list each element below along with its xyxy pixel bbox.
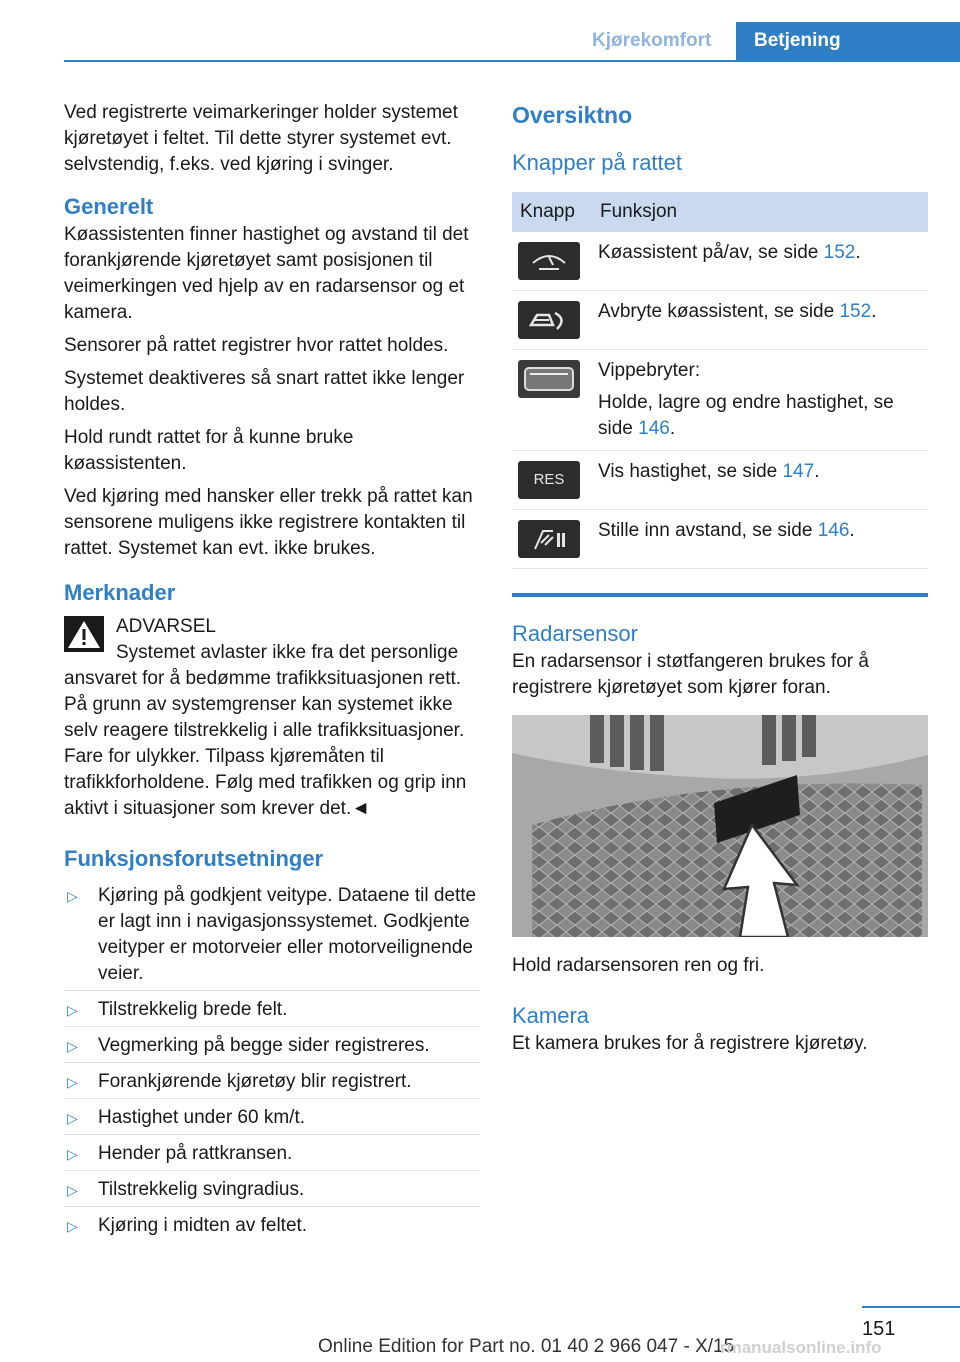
triangle-bullet-icon: ▷ (67, 1182, 78, 1198)
triangle-bullet-icon: ▷ (67, 1074, 78, 1090)
table-header-knapp: Knapp (512, 192, 592, 232)
table-bottom-rule (512, 593, 928, 597)
page-link[interactable]: 152 (839, 301, 872, 322)
header-rule (64, 60, 960, 62)
radar-paragraph: En radarsensor i støtfangeren brukes for å registrere kjøretøyet som kjører foran. (512, 651, 869, 698)
triangle-bullet-icon: ▷ (67, 1038, 78, 1054)
heading-funksjonsforutsetninger: Funksjonsforutsetninger (64, 846, 324, 871)
warning-label: ADVARSEL (116, 616, 216, 637)
heading-radarsensor: Radarsensor (512, 621, 638, 646)
generelt-paragraph-3: Systemet deaktiveres så snart rattet ikke lenger holdes. (64, 368, 465, 415)
queue-assistant-cancel-icon (518, 301, 580, 339)
edition-footer: Online Edition for Part no. 01 40 2 966 047 - X/15 (318, 1336, 735, 1357)
page-header (0, 0, 960, 62)
page-link[interactable]: 146 (638, 418, 670, 439)
list-item: ▷ Kjøring i midten av feltet. (64, 1210, 480, 1242)
table-row: Stille inn avstand, se side 146. (512, 510, 928, 569)
list-item: ▷ Hender på rattkransen. (64, 1138, 480, 1171)
page-link[interactable]: 146 (817, 520, 850, 541)
table-row: Vippebryter: Holde, lagre og endre hastighet, se side 146. (512, 350, 928, 451)
queue-assistant-toggle-icon (518, 242, 580, 280)
list-item: ▷ Forankjørende kjøretøy blir registrert. (64, 1066, 480, 1099)
page-link[interactable]: 147 (782, 461, 815, 482)
generelt-paragraph-2: Sensorer på rattet registrer hvor rattet holdes. (64, 335, 449, 356)
warning-icon (64, 616, 104, 652)
res-button-icon: RES (518, 461, 580, 499)
heading-generelt: Generelt (64, 194, 154, 219)
section-tab-active[interactable]: Betjening (736, 22, 960, 60)
warning-block (64, 614, 480, 822)
heading-knapper: Knapper på rattet (512, 150, 683, 175)
rocker-switch-icon (518, 360, 580, 398)
heading-oversikt: Oversiktno (512, 102, 633, 128)
triangle-bullet-icon: ▷ (67, 1110, 78, 1126)
generelt-paragraph-5: Ved kjøring med hansker eller trekk på rattet kan sensorene muligens ikke registrere kontakten til rattet. Systemet kan evt. ikke brukes. (64, 486, 473, 559)
generelt-paragraph-1: Køassistenten finner hastighet og avstand til det forankjørende kjøretøyet samt posisjonen til veimerkingen ved hjelp av en radarsensor og et kamera. (64, 224, 469, 323)
buttons-table (512, 192, 928, 569)
kamera-paragraph: Et kamera brukes for å registrere kjøretøy. (512, 1033, 868, 1054)
generelt-paragraph-4: Hold rundt rattet for å kunne bruke køassistenten. (64, 427, 354, 474)
table-header-row (512, 192, 928, 232)
triangle-bullet-icon: ▷ (67, 888, 78, 904)
heading-kamera: Kamera (512, 1003, 590, 1028)
right-column (512, 100, 928, 1064)
list-item: ▷ Hastighet under 60 km/t. (64, 1102, 480, 1135)
list-item: ▷ Tilstrekkelig brede felt. (64, 994, 480, 1027)
table-row: Køassistent på/av, se side 152. (512, 232, 928, 291)
requirements-list (64, 880, 480, 1242)
warning-text: ansvaret for å bedømme trafikksituasjonen rett. På grunn av systemgrenser kan systemet ikke selv reagere tilstrekkelig i alle trafikksituasjoner. Fare for ulykker. Tilpass kjøremåten til trafikkforholdene. Følg med trafikken og grip inn aktivt i situasjoner som krever det.◄ (64, 668, 467, 819)
triangle-bullet-icon: ▷ (67, 1218, 78, 1234)
page-number-rule (862, 1306, 960, 1308)
radar-sensor-photo (512, 715, 928, 937)
table-header-funksjon: Funksjon (592, 192, 928, 232)
triangle-bullet-icon: ▷ (67, 1002, 78, 1018)
distance-setting-icon (518, 520, 580, 558)
radar-caption: Hold radarsensoren ren og fri. (512, 955, 765, 976)
list-item: ▷ Kjøring på godkjent veitype. Dataene til dette er lagt inn i navigasjonssystemet. Godkjente veityper er motorveier eller motorveilignende veier. (64, 880, 480, 991)
watermark-text: rmanualsonline.info (720, 1338, 882, 1357)
triangle-bullet-icon: ▷ (67, 1146, 78, 1162)
table-row: RES Vis hastighet, se side 147. (512, 451, 928, 510)
heading-merknader: Merknader (64, 580, 176, 605)
table-row: Avbryte køassistent, se side 152. (512, 291, 928, 350)
list-item: ▷ Vegmerking på begge sider registreres. (64, 1030, 480, 1063)
list-item: ▷ Tilstrekkelig svingradius. (64, 1174, 480, 1207)
section-tab-previous[interactable]: Kjørekomfort (592, 30, 712, 51)
warning-first-line: Systemet avlaster ikke fra det personlige (116, 642, 459, 663)
left-column (64, 100, 480, 1245)
page-link[interactable]: 152 (823, 242, 856, 263)
page-number: 151 (862, 1318, 896, 1340)
intro-paragraph: Ved registrerte veimarkeringer holder systemet kjøretøyet i feltet. Til dette styrer systemet evt. selvstendig, f.eks. ved kjøring i svinger. (64, 102, 458, 175)
